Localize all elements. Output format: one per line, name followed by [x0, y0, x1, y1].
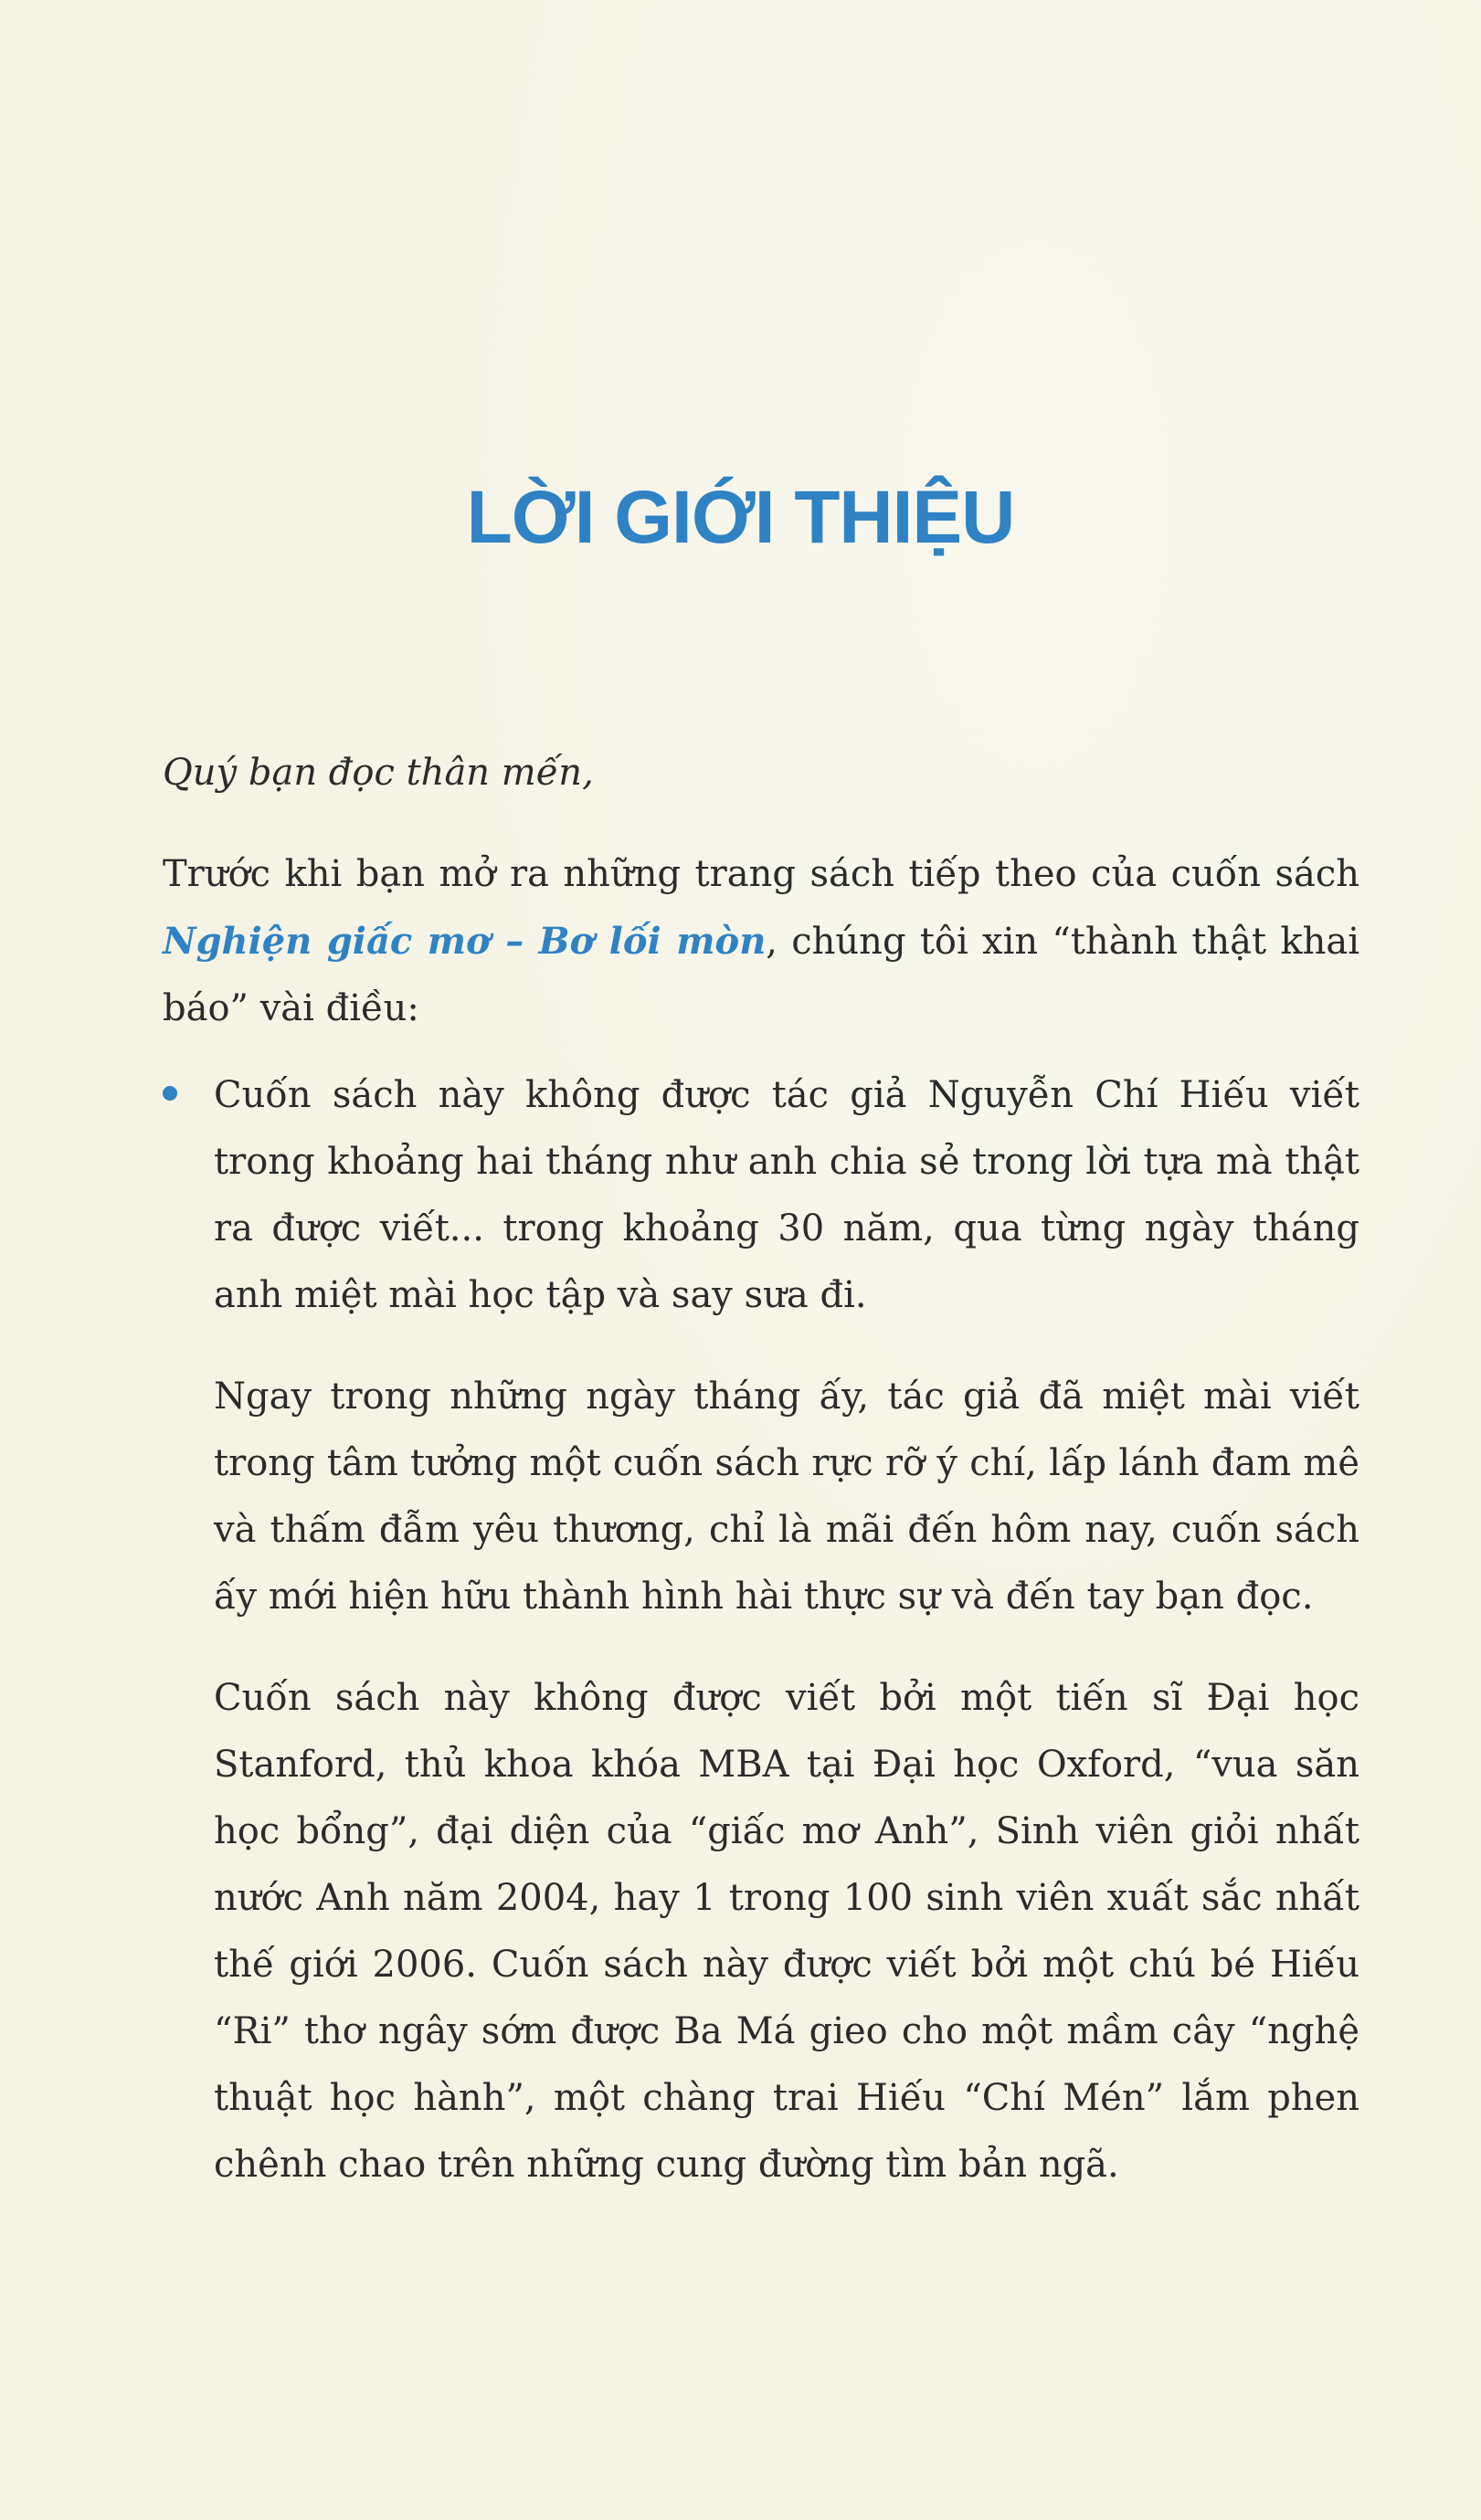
book-title: Nghiện giấc mơ – Bơ lối mòn: [163, 920, 767, 963]
intro-paragraph: [163, 841, 1359, 1042]
page-title: LỜI GIỚI THIỆU: [466, 476, 1015, 559]
page-content: [163, 740, 1359, 2233]
paragraph-2: Ngay trong những ngày tháng ấy, tác giả đã miệt mài viết trong tâm tưởng một cuốn sách rực rỡ ý chí, lấp lánh đam mê và thấm đẫm yêu thương, chỉ là mãi đến hôm nay, cuốn sách ấy mới hiện hữu thành hình hài thực sự và đến tay bạn đọc.: [214, 1376, 1359, 1618]
greeting: Quý bạn đọc thân mến,: [163, 752, 594, 794]
intro-text-before: Trước khi bạn mở ra những trang sách tiếp theo của cuốn sách: [163, 853, 1359, 895]
paragraph-3: Cuốn sách này không được viết bởi một tiến sĩ Đại học Stanford, thủ khoa khóa MBA tại Đại học Oxford, “vua săn học bổng”, đại diện của “giấc mơ Anh”, Sinh viên giỏi nhất nước Anh năm 2004, hay 1 trong 100 sinh viên xuất sắc nhất thế giới 2006. Cuốn sách này được viết bởi một chú bé Hiếu “Ri” thơ ngây sớm được Ba Má gieo cho một mầm cây “nghệ thuật học hành”, một chàng trai Hiếu “Chí Mén” lắm phen chênh chao trên những cung đường tìm bản ngã.: [214, 1677, 1359, 2186]
bullet-item: [163, 1062, 1359, 1329]
bullet-text: Cuốn sách này không được tác giả Nguyễn Chí Hiếu viết trong khoảng hai tháng như anh chia sẻ trong lời tựa mà thật ra được viết... trong khoảng 30 năm, qua từng ngày tháng anh miệt mài học tập và say sưa đi.: [214, 1074, 1359, 1316]
bullet-dot-icon: [163, 1086, 177, 1101]
intro-text-after: , chúng tôi xin “thành thật khai báo” vài điều:: [163, 921, 1359, 1029]
